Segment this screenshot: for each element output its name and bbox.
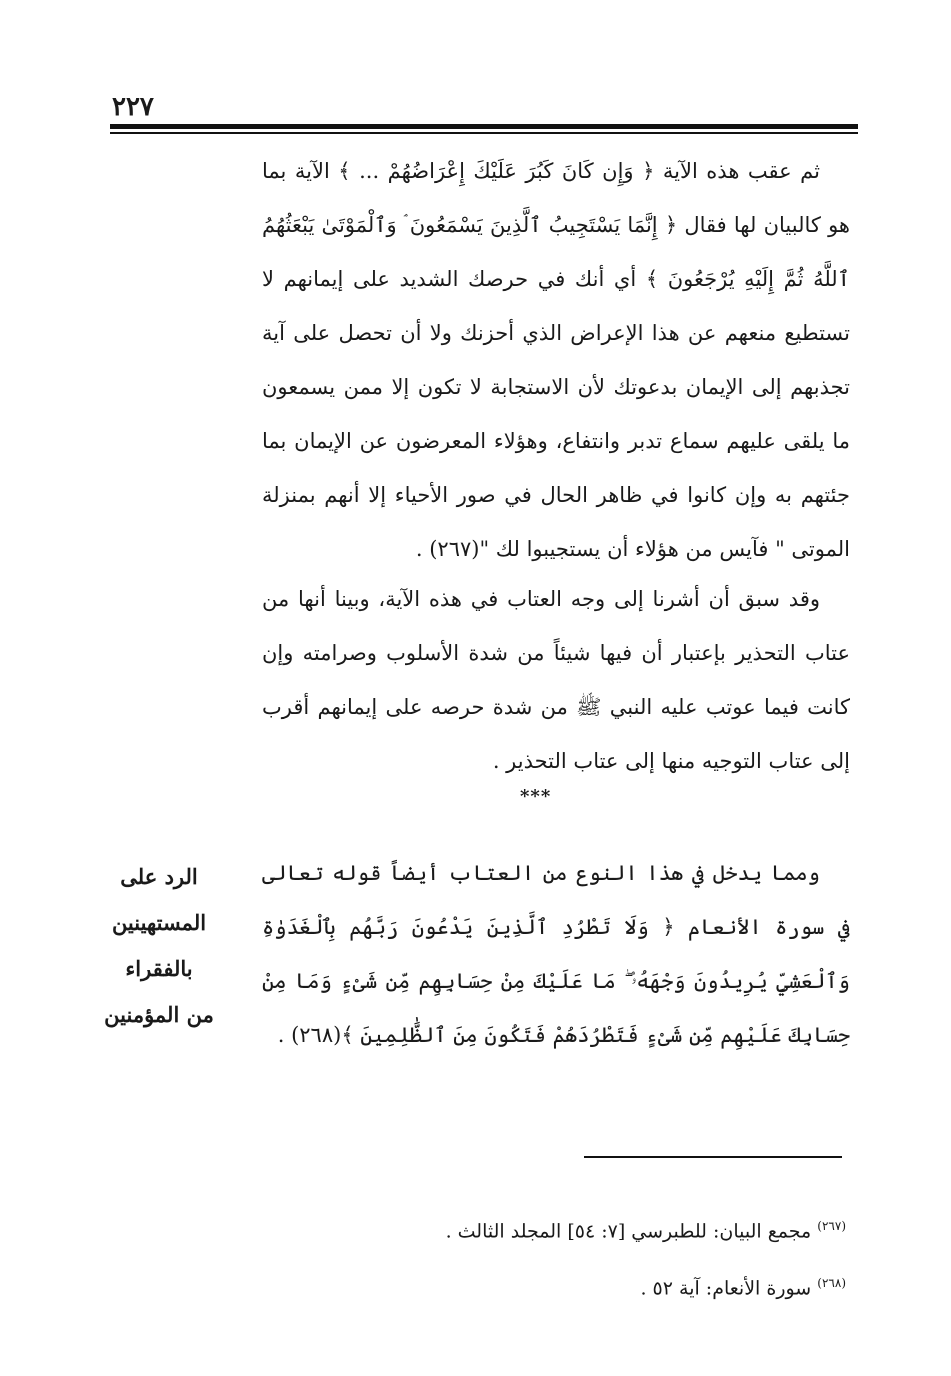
footnote-text: مجمع البيان: للطبرسي [٧: ٥٤] المجلد الثالث . — [445, 1220, 812, 1243]
footnotes — [380, 1200, 846, 1315]
margin-note-line: من المؤمنين — [104, 1002, 214, 1027]
footnote-number: (٢٦٨) — [817, 1276, 846, 1291]
footnote — [380, 1257, 846, 1314]
header-rule-thin — [110, 132, 858, 134]
footnote-rule — [584, 1156, 842, 1158]
margin-note-line: المستهينين — [111, 910, 207, 935]
margin-note-line: الرد على — [120, 864, 198, 889]
footnote-number: (٢٦٧) — [817, 1219, 846, 1233]
paragraph-2: وقد سبق أن أشرنا إلى وجه العتاب في هذه الآية، وبينا أنها من عتاب التحذير بإعتبار أن فيها شيئاً من شدة الأسلوب وصرامته وإن كانت فيما عوتب عليه النبي ﷺ من شدة حرصه على إيمانهم أقرب إلى عتاب التوجيه منها إلى عتاب التحذير . — [262, 587, 850, 773]
paragraph-1: ثم عقب هذه الآية ﴿ وَإِن كَانَ كَبُرَ عَلَيْكَ إِعْرَاضُهُمْ ... ﴾ الآية بما هو كالبيان لها فقال ﴿ إِنَّمَا يَسْتَجِيبُ ٱلَّذِينَ يَسْمَعُونَ ۘ وَٱلْمَوْتَىٰ يَبْعَثُهُمُ ٱللَّهُ ثُمَّ إِلَيْهِ يُرْجَعُونَ ﴾ أي أنك في حرصك الشديد على إيمانهم لا تستطيع منعهم عن هذا الإعراض الذي أحزنك ولا أن تحصل على آية تجذبهم إلى الإيمان بدعوتك لأن الاستجابة لا تكون إلا ممن يسمعون ما يلقى عليهم سماع تدبر وانتفاع، وهؤلاء المعرضون عن الإيمان بما جئتهم به وإن كانوا في ظاهر الحال في صور الأحياء إلا أنهم بمنزلة الموتى " فآيس من هؤلاء أن يستجيبوا لك "(٢٦٧) . — [262, 159, 850, 561]
margin-note — [104, 854, 214, 1038]
section-separator: *** — [520, 786, 552, 807]
footnote-text: سورة الأنعام: آية ٥٢ . — [640, 1277, 812, 1300]
header-rule-thick — [110, 124, 858, 129]
margin-note-line: بالفقراء — [125, 956, 193, 981]
page-number: ٢٢٧ — [112, 92, 154, 122]
paragraph-3: ومما يدخل في هذا النوع من العتاب أيضاً قوله تعالى في سورة الأنعام ﴿ وَلَا تَطْرُدِ ٱلَّذِينَ يَدْعُونَ رَبَّهُم بِٱلْغَدَوٰةِ وَٱلْعَشِيِّ يُرِيدُونَ وَجْهَهُۥ ۖ مَا عَلَيْكَ مِنْ حِسَابِهِم مِّن شَىْءٍ وَمَا مِنْ حِسَابِكَ عَلَيْهِم مِّن شَىْءٍ فَتَطْرُدَهُمْ فَتَكُونَ مِنَ ٱلظَّٰلِمِينَ ﴾(٢٦٨) . — [262, 861, 850, 1047]
footnote — [380, 1200, 846, 1257]
